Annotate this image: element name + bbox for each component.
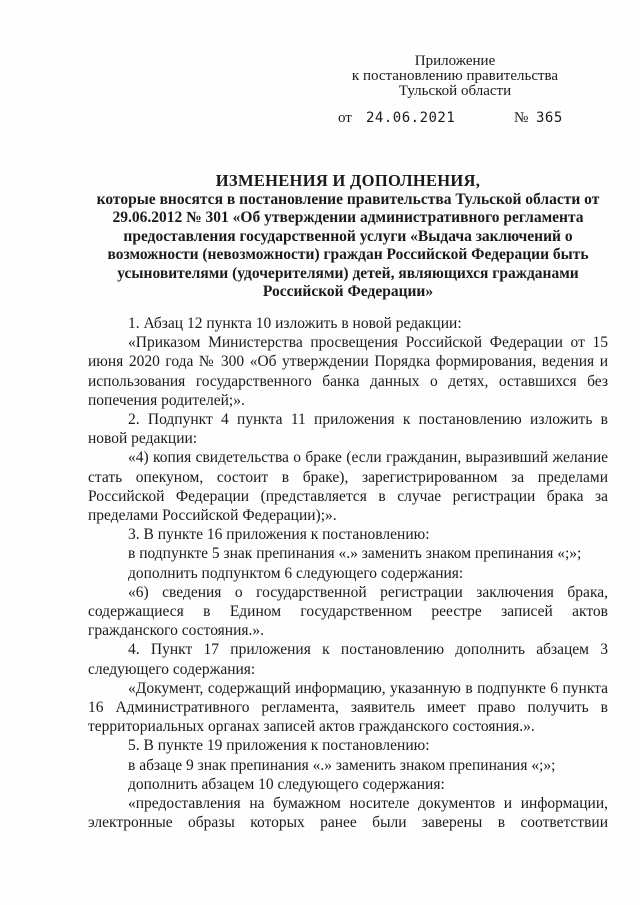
- paragraph: дополнить абзацем 10 следующего содержания:: [128, 775, 445, 793]
- paragraph: 5. В пункте 19 приложения к постановлению:: [128, 737, 430, 755]
- paragraph: «4) копия свидетельства о браке (если гражданин, выразивший желание стать опекуном, состоит в браке), зарегистрированном за пределами Российской Федерации (представляется в случае регистрации брака за пределами Российской Федерации);».: [88, 449, 608, 525]
- paragraph: дополнить подпунктом 6 следующего содержания:: [128, 564, 464, 582]
- paragraph: «Приказом Министерства просвещения Российской Федерации от 15 июня 2020 года № 300 «Об утверждении Порядка формирования, ведения и использования государственного банка данных о детях, оставшихся без попечения родителей;».: [88, 334, 608, 409]
- document-title: [88, 172, 608, 302]
- appendix-line-3: Тульской области: [398, 83, 512, 99]
- document-body: [88, 314, 608, 832]
- paragraph: 1. Абзац 12 пункта 10 изложить в новой редакции:: [128, 315, 462, 332]
- date-label: от: [338, 110, 352, 126]
- paragraph: «6) сведения о государственной регистрации заключения брака, содержащиеся в Едином государственном реестре записей актов гражданского состояния.».: [88, 583, 608, 640]
- paragraph: «предоставления на бумажном носителе документов и информации, электронные образы которых ранее были заверены в соответствии: [88, 795, 608, 832]
- appendix-line-1: Приложение: [414, 53, 496, 69]
- paragraph: в абзаце 9 знак препинания «.» заменить знаком препинания «;»;: [128, 756, 556, 774]
- title-heading: ИЗМЕНЕНИЯ И ДОПОЛНЕНИЯ,: [215, 171, 481, 190]
- appendix-block: [330, 54, 580, 99]
- number-label: №: [514, 110, 529, 126]
- document-number: 365: [536, 110, 563, 126]
- paragraph: в подпункте 5 знак препинания «.» заменить знаком препинания «;»;: [128, 545, 582, 563]
- paragraph: 4. Пункт 17 приложения к постановлению дополнить абзацем 3 следующего содержания:: [88, 641, 608, 678]
- paragraph: «Документ, содержащий информацию, указанную в подпункте 6 пункта 16 Административного регламента, заявитель имеет право получить в территориальных органах записей актов гражданского состояния.».: [88, 679, 608, 736]
- appendix-line-2: к постановлению правительства: [351, 68, 559, 84]
- document-date: 24.06.2021: [366, 110, 456, 126]
- title-subheading: которые вносятся в постановление правительства Тульской области от 29.06.2012 № 301 «Об утверждении административного регламента предоставления государственной услуги «Выдача заключений о возможности (невозможности) граждан Российской Федерации быть усыновителями (удочерителями) детей, являющихся гражданами Российской Федерации»: [96, 190, 600, 300]
- paragraph: 3. В пункте 16 приложения к постановлению:: [128, 526, 430, 544]
- paragraph: 2. Подпункт 4 пункта 11 приложения к постановлению изложить в новой редакции:: [88, 411, 608, 448]
